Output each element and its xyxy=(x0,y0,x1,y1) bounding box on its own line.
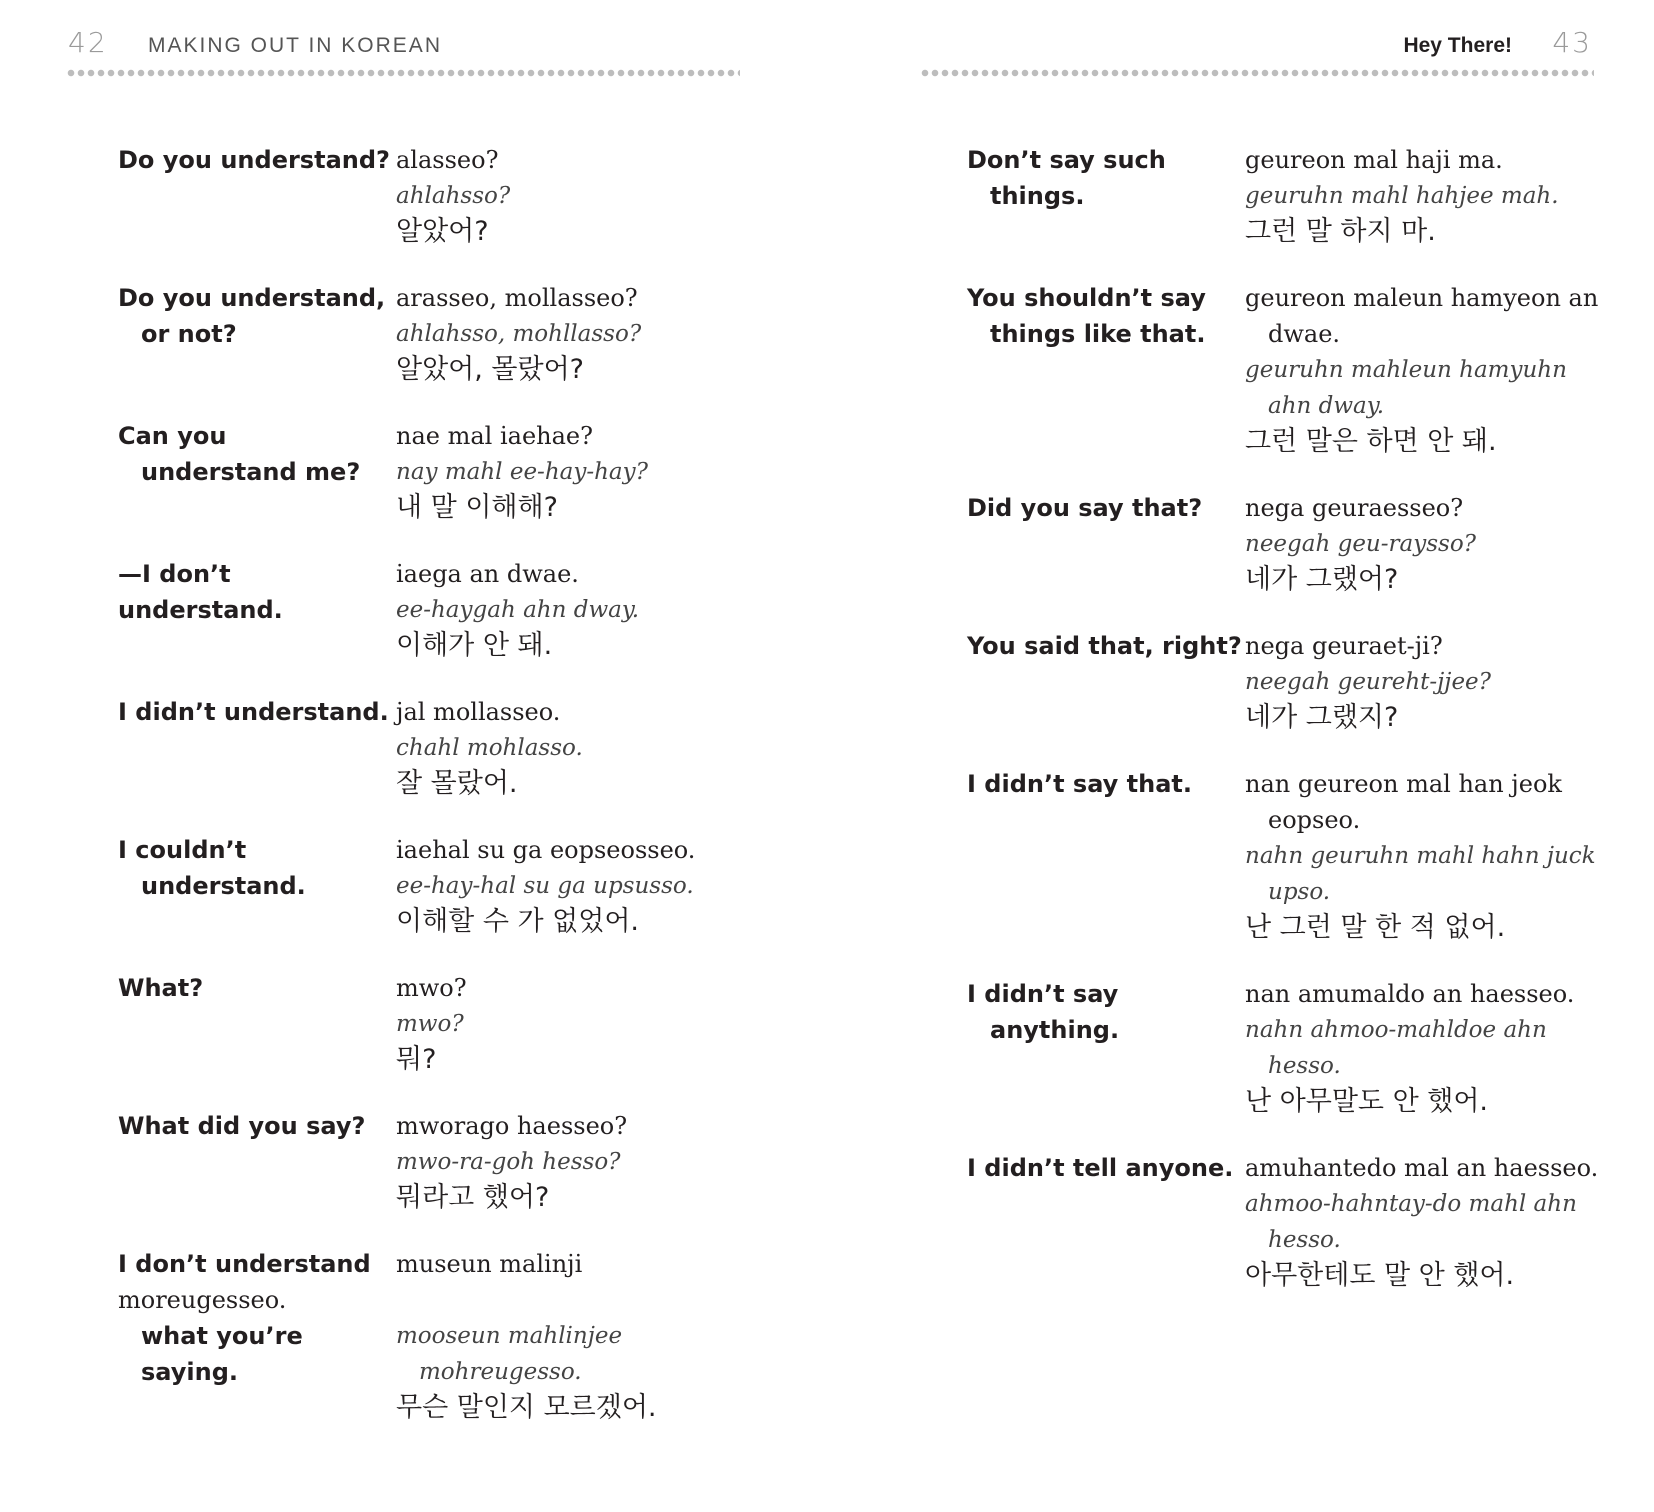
romanization: eopseo. xyxy=(1268,806,1361,834)
phrase-entry xyxy=(118,1108,718,1216)
romanization: alasseo? xyxy=(396,146,499,174)
romanization: nan geureon mal han jeok xyxy=(1245,770,1562,798)
romanization-continued: moreugesseo. xyxy=(118,1286,287,1314)
english-line: I didn’t understand. xyxy=(118,698,389,726)
english-line: Don’t say such xyxy=(967,146,1166,174)
pronunciation: hesso. xyxy=(1268,1227,1341,1253)
phrase-entry xyxy=(967,490,1627,598)
phrase-entry xyxy=(118,280,718,388)
phrase-entry-last xyxy=(118,1246,718,1426)
dotted-divider xyxy=(920,69,1594,77)
english-line: or not? xyxy=(141,320,237,348)
right-page xyxy=(827,0,1654,1512)
pronunciation: ee-haygah ahn dway. xyxy=(396,597,640,623)
korean-translation xyxy=(1245,490,1627,598)
hangul: 알았어? xyxy=(396,216,489,247)
english-phrase xyxy=(967,490,1245,598)
phrase-entry xyxy=(967,142,1627,250)
pronunciation: ahmoo-hahntay-do mahl ahn xyxy=(1245,1191,1577,1217)
english-phrase xyxy=(967,280,1245,460)
english-line: I don’t understand xyxy=(118,1250,371,1278)
korean-translation xyxy=(396,694,718,802)
korean-translation xyxy=(1245,976,1627,1120)
english-line: what you’re xyxy=(141,1322,303,1350)
romanization: nega geuraet-ji? xyxy=(1245,632,1443,660)
korean-translation xyxy=(396,970,718,1078)
english-line: —I don’t understand. xyxy=(118,560,283,624)
english-phrase xyxy=(118,556,396,664)
pronunciation: nahn geuruhn mahl hahn juck xyxy=(1245,843,1596,869)
hangul: 네가 그랬지? xyxy=(1245,702,1399,733)
pronunciation: upso. xyxy=(1268,879,1331,905)
english-line: What? xyxy=(118,974,204,1002)
romanization: iaehal su ga eopseosseo. xyxy=(396,836,696,864)
romanization: museun malinji xyxy=(396,1250,583,1278)
hangul: 아무한테도 말 안 했어. xyxy=(1245,1260,1515,1291)
hangul: 뭐라고 했어? xyxy=(396,1182,550,1213)
running-head: MAKING OUT IN KOREAN xyxy=(148,34,442,57)
english-phrase xyxy=(118,142,396,250)
phrase-entry xyxy=(967,280,1627,460)
phrase-entry xyxy=(118,418,718,526)
pronunciation: ahn dway. xyxy=(1268,393,1385,419)
romanization: nan amumaldo an haesseo. xyxy=(1245,980,1575,1008)
english-line: What did you say? xyxy=(118,1112,366,1140)
english-phrase xyxy=(967,1150,1245,1294)
english-phrase xyxy=(967,142,1245,250)
english-line: saying. xyxy=(141,1358,238,1386)
korean-translation xyxy=(1245,142,1627,250)
english-line: anything. xyxy=(990,1016,1120,1044)
pronunciation: chahl mohlasso. xyxy=(396,735,583,761)
romanization: geureon maleun hamyeon an xyxy=(1245,284,1599,312)
phrase-entry xyxy=(118,970,718,1078)
romanization: geureon mal haji ma. xyxy=(1245,146,1503,174)
pronunciation-continued: mohreugesso. xyxy=(419,1359,582,1385)
korean-translation xyxy=(396,418,718,526)
english-line: Did you say that? xyxy=(967,494,1203,522)
pronunciation: hesso. xyxy=(1268,1053,1341,1079)
pronunciation: ee-hay-hal su ga upsusso. xyxy=(396,873,694,899)
english-line: things like that. xyxy=(990,320,1206,348)
hangul: 이해할 수 가 없었어. xyxy=(396,906,639,937)
english-phrase xyxy=(118,418,396,526)
hangul: 난 그런 말 한 적 없어. xyxy=(1245,912,1506,943)
romanization: arasseo, mollasseo? xyxy=(396,284,638,312)
english-line: I couldn’t xyxy=(118,836,247,864)
page-number: 43 xyxy=(1552,26,1592,59)
korean-translation xyxy=(1245,280,1627,460)
korean-translation xyxy=(396,832,718,940)
english-line: things. xyxy=(990,182,1085,210)
hangul: 잘 몰랐어. xyxy=(396,768,518,799)
phrase-entry xyxy=(118,556,718,664)
korean-translation xyxy=(396,556,718,664)
romanization: dwae. xyxy=(1268,320,1341,348)
korean-translation xyxy=(1245,628,1627,736)
pronunciation: neegah geu-raysso? xyxy=(1245,531,1476,557)
romanization: nega geuraesseo? xyxy=(1245,494,1464,522)
phrase-entry xyxy=(118,142,718,250)
pronunciation: mooseun mahlinjee xyxy=(396,1323,623,1349)
romanization: mworago haesseo? xyxy=(396,1112,628,1140)
hangul: 그런 말은 하면 안 돼. xyxy=(1245,426,1497,457)
left-page-header xyxy=(68,22,738,62)
phrase-entry xyxy=(118,694,718,802)
phrase-list xyxy=(118,142,718,1426)
english-line: You shouldn’t say xyxy=(967,284,1206,312)
korean-translation xyxy=(1245,766,1627,946)
english-phrase xyxy=(118,694,396,802)
pronunciation: mwo-ra-goh hesso? xyxy=(396,1149,621,1175)
english-line: I didn’t say xyxy=(967,980,1119,1008)
english-phrase xyxy=(118,970,396,1078)
korean-translation xyxy=(396,1108,718,1216)
korean-translation xyxy=(396,280,718,388)
dotted-divider xyxy=(66,69,740,77)
english-line: Can you xyxy=(118,422,227,450)
phrase-entry xyxy=(967,628,1627,736)
romanization: mwo? xyxy=(396,974,467,1002)
hangul: 무슨 말인지 모르겠어. xyxy=(396,1392,657,1423)
english-line: I didn’t say that. xyxy=(967,770,1192,798)
english-line: Do you understand, xyxy=(118,284,386,312)
pronunciation: nay mahl ee-hay-hay? xyxy=(396,459,648,485)
english-phrase xyxy=(967,976,1245,1120)
korean-translation xyxy=(1245,1150,1627,1294)
english-line: I didn’t tell anyone. xyxy=(967,1154,1234,1182)
phrase-list xyxy=(967,142,1627,1324)
english-phrase xyxy=(118,280,396,388)
pronunciation: ahlahsso, mohllasso? xyxy=(396,321,642,347)
english-line: understand me? xyxy=(141,458,361,486)
romanization: jal mollasseo. xyxy=(396,698,561,726)
pronunciation: neegah geureht-jjee? xyxy=(1245,669,1491,695)
pronunciation: geuruhn mahl hahjee mah. xyxy=(1245,183,1559,209)
phrase-entry xyxy=(967,1150,1627,1294)
english-line: You said that, right? xyxy=(967,632,1242,660)
pronunciation: nahn ahmoo-mahldoe ahn xyxy=(1245,1017,1547,1043)
pronunciation: ahlahsso? xyxy=(396,183,511,209)
romanization: amuhantedo mal an haesseo. xyxy=(1245,1154,1599,1182)
english-phrase xyxy=(967,628,1245,736)
english-line: Do you understand? xyxy=(118,146,390,174)
english-line: understand. xyxy=(141,872,306,900)
hangul: 그런 말 하지 마. xyxy=(1245,216,1436,247)
right-page-header xyxy=(922,22,1592,62)
hangul: 네가 그랬어? xyxy=(1245,564,1399,595)
page-number: 42 xyxy=(68,26,108,59)
hangul: 난 아무말도 안 했어. xyxy=(1245,1086,1488,1117)
hangul: 이해가 안 돼. xyxy=(396,630,553,661)
running-head: Hey There! xyxy=(1403,34,1512,57)
pronunciation: geuruhn mahleun hamyuhn xyxy=(1245,357,1567,383)
phrase-entry xyxy=(118,832,718,940)
romanization: iaega an dwae. xyxy=(396,560,579,588)
hangul: 알았어, 몰랐어? xyxy=(396,354,584,385)
hangul: 뭐? xyxy=(396,1044,437,1075)
hangul: 내 말 이해해? xyxy=(396,492,558,523)
english-phrase xyxy=(967,766,1245,946)
phrase-entry xyxy=(967,976,1627,1120)
phrase-entry xyxy=(967,766,1627,946)
romanization: nae mal iaehae? xyxy=(396,422,593,450)
english-phrase xyxy=(118,1108,396,1216)
english-phrase xyxy=(118,832,396,940)
korean-translation xyxy=(396,142,718,250)
pronunciation: mwo? xyxy=(396,1011,464,1037)
